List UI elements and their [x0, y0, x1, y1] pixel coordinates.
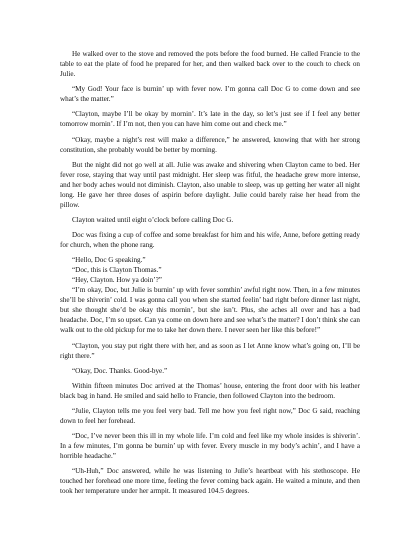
paragraph: “I’m okay, Doc, but Julie is burnin’ up with fever somthin’ awful right now. Then, in a few minutes she’ll be shiverin’ cold. I was gonna call you when she started feelin’ bad right before dinner last night, but she thought she’d be okay this mornin’, but she isn’t. Plus, she aches all over and has a bad headache. Doc, I’m so upset. Can ya come on down here and see what’s the matter? I don’t think she can walk out to the old pickup for me to take her down there. I never seen her like this before!”: [60, 286, 360, 335]
paragraph: “Uh-Huh,” Doc answered, while he was listening to Julie’s heartbeat with his stethoscope. He touched her forehead one more time, feeling the fever coming back again. He waited a minute, and then took her temperature under her armpit. It measured 104.5 degrees.: [60, 467, 360, 496]
paragraph: “My God! Your face is burnin’ up with fever now. I’m gonna call Doc G to come down and see what’s the matter.”: [60, 85, 360, 104]
paragraph: “Hey, Clayton. How ya doin’?”: [72, 276, 162, 285]
paragraph: But the night did not go well at all. Julie was awake and shivering when Clayton came to bed. Her fever rose, staying that way until past midnight. Her sleep was fitful, the headache grew more intense, and her body aches would not diminish. Clayton, also unable to sleep, was up getting her water all night long. He gave her three doses of aspirin before daylight. Julie could barely raise her head from the pillow.: [60, 160, 360, 209]
paragraph: “Doc, this is Clayton Thomas.”: [72, 266, 162, 275]
paragraph: Clayton waited until eight o’clock before calling Doc G.: [72, 215, 234, 224]
paragraph: “Okay, Doc. Thanks. Good-bye.”: [72, 366, 168, 375]
paragraph: Within fifteen minutes Doc arrived at the Thomas’ house, entering the front door with his leather black bag in hand. He smiled and said hello to Francie, then followed Clayton into the bedroom.: [60, 381, 360, 400]
paragraph: “Julie, Clayton tells me you feel very bad. Tell me how you feel right now,” Doc G said, reaching down to feel her forehead.: [60, 407, 360, 426]
document-page: [60, 49, 360, 502]
paragraph: He walked over to the stove and removed the pots before the food burned. He called Francie to the table to eat the plate of food he prepared for her, and then walked back over to the couch to check on Julie.: [60, 50, 360, 78]
paragraph: “Hello, Doc G speaking.”: [72, 256, 146, 265]
paragraph: “Doc, I’ve never been this ill in my whole life. I’m cold and feel like my whole insides is shiverin’. In a few minutes, I’m gonna be burnin’ up with fever. Every muscle in my body’s achin’, and I have a horrible headache.”: [60, 432, 360, 461]
paragraph: “Clayton, maybe I’ll be okay by mornin’. It’s late in the day, so let’s just see if I feel any better tomorrow mornin’. If I’m not, then you can have him come out and check me.”: [60, 110, 360, 129]
paragraph: Doc was fixing a cup of coffee and some breakfast for him and his wife, Anne, before getting ready for church, when the phone rang.: [60, 231, 360, 250]
paragraph: “Clayton, you stay put right there with her, and as soon as I let Anne know what’s going on, I’ll be right there.”: [60, 341, 360, 360]
paragraph: “Okay, maybe a night’s rest will make a difference,” he answered, knowing that with her strong constitution, she probably would be better by morning.: [60, 135, 360, 154]
